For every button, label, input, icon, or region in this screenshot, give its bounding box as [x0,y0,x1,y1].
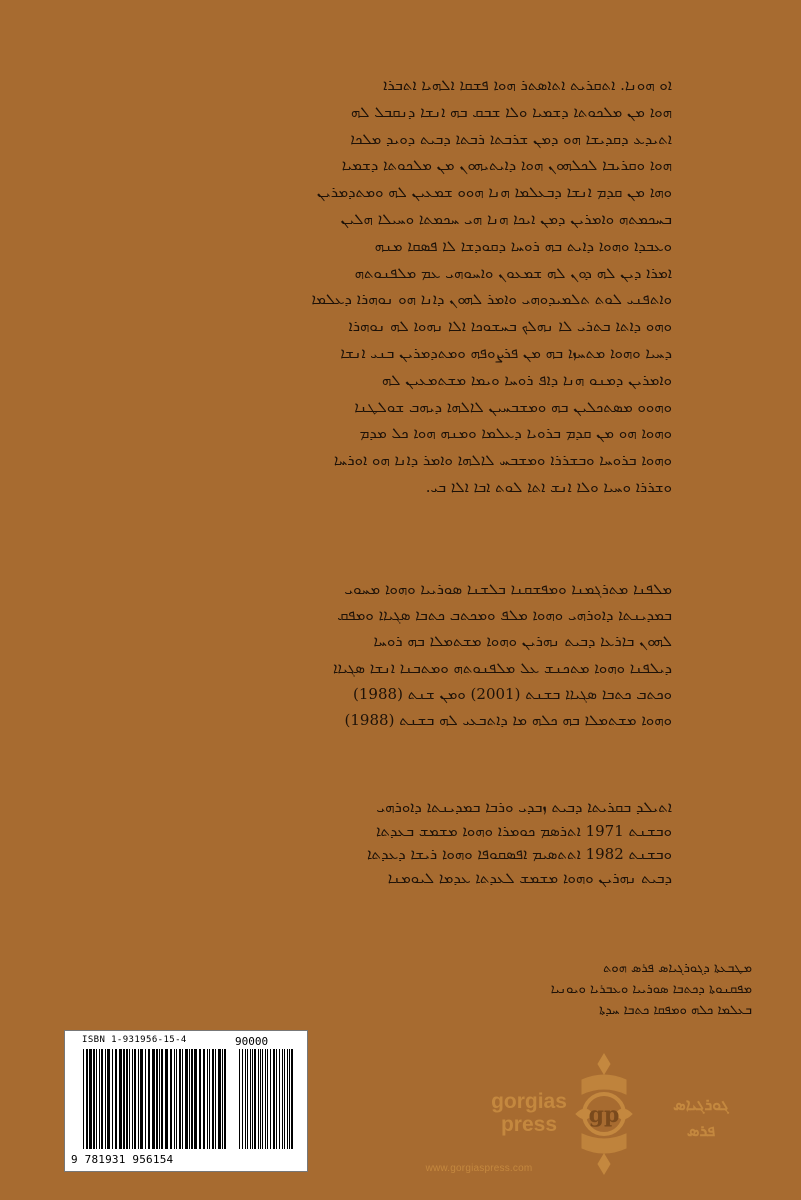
barcode-bar [260,1049,261,1149]
paragraph-2-line: ܘܟܬܒ ܟܬܒܐ ܣܓܝܐܐ ܒܫܢܬ (2001) ܘܡܢ ܫܢܬ (1988) [353,684,672,703]
barcode-bar [270,1049,271,1149]
barcode-bars-icon [81,1049,231,1149]
barcode-bar [185,1049,188,1149]
barcode-bar [245,1049,246,1149]
paragraph-2 [128,576,672,733]
paragraph-1b-line: ܘܫܪܪܐ ܘܚܝܐ ܘܠܐ ܐܢܫ ܐܬܐ ܠܘܬ ܐܒܐ ܐܠܐ ܒܝ. [425,477,672,496]
barcode-bar [161,1049,163,1149]
paragraph-2-line: ܠܗܘܢ ܒܐܪܥܐ ܕܒܝܬ ܢܗܪܝܢ ܘܗܘܐ ܡܫܬܡܠܐ ܒܗ ܪܘܚܐ [373,632,672,651]
publisher-wordmark [484,1090,574,1136]
publisher-syriac-wordmark [646,1092,756,1144]
barcode-bar [152,1049,155,1149]
barcode-bar [242,1049,243,1149]
publisher-syriac-line1: ܓܘܪܓܝܐܣ [673,1095,729,1114]
barcode-bar [209,1049,210,1149]
barcode-bar [132,1049,133,1149]
paragraph-3-line: ܕܒܝܬ ܢܗܪܝܢ ܘܗܘܐ ܡܫܡܫ ܠܥܕܬܐ ܥܕܡܐ ܠܝܘܡܢܐ [387,868,672,887]
barcode-bar [189,1049,190,1149]
barcode-bar [250,1049,251,1149]
barcode-bar [262,1049,263,1149]
barcode-bar [273,1049,275,1149]
barcode-bar [247,1049,248,1149]
paragraph-1-line: ܘܗܐ ܡܢ ܩܕܡ ܐܢܫܐ ܕܒܥܠܡܐ ܗܢܐ ܗܘܘ ܫܡܥܝܢ ܠܗ ܘܡܬܕܡܪܝܢ [316,183,672,202]
paragraph-3 [128,796,672,890]
barcode-bar [96,1049,97,1149]
barcode-bar [291,1049,293,1149]
paragraph-1-line: ܒܚܟܡܬܗ ܘܐܡܪܝܢ ܕܡܢ ܐܝܟܐ ܗܢܐ ܗܝ ܚܟܡܬܐ ܘܚܝܠܐ ܗܠܝܢ [340,209,672,228]
paragraph-1-line: ܐܬܝܕܥ ܕܩܕܝܫܐ ܗܘ ܕܡܢ ܫܪܒܬܐ ܪܒܬܐ ܕܒܝܬ ܕܘܝܕ ܡܠܟܐ [350,129,672,148]
isbn-barcode [64,1030,308,1172]
paragraph-1 [128,72,672,501]
price-code: 90000 [235,1035,269,1048]
publisher-name-line1: gorgias [491,1090,567,1113]
barcode-bar [170,1049,172,1149]
barcode-bar [145,1049,146,1149]
isbn-label: ISBN 1-931956-15-4 [82,1035,187,1045]
barcode-bar [105,1049,106,1149]
barcode-bar [222,1049,223,1149]
paragraph-1-line: ܗܘܐ ܡܢ ܡܠܟܘܬܐ ܕܫܡܝܐ ܘܠܐ ܫܒܩ ܒܗ ܐܢܫܐ ܕܢܩܒܠ ܠܗ [350,102,672,121]
barcode-bar [224,1049,226,1149]
barcode-bar [182,1049,183,1149]
paragraph-1-line: ܗܘܐ ܘܩܪܝܒܐ ܠܟܠܗܘܢ ܗܘܐ ܕܐܝܬܝܗܘܢ ܡܢ ܡܠܟܘܬܐ ܕܫܡܝܐ [341,156,672,175]
barcode-bar [179,1049,181,1149]
barcode-bar [165,1049,168,1149]
barcode-bar [287,1049,288,1149]
barcode-bar [93,1049,95,1149]
barcode-bar [284,1049,285,1149]
barcode-bar [252,1049,253,1149]
barcode-bar [156,1049,158,1149]
barcode-bar [112,1049,113,1149]
barcode-bar [207,1049,208,1149]
barcode-bar [138,1049,139,1149]
barcode-bar [107,1049,110,1149]
barcode-bar [203,1049,205,1149]
paragraph-3-line: ܘܒܫܢܬ 1982 ܐܬܬܣܝܡ ܐܦܣܩܘܦܐ ܘܗܘܐ ܪܝܫܐ ܕܥܕܬܐ [367,845,672,864]
barcode-bar [279,1049,280,1149]
paragraph-1-line: ܘܥܒܕܐ ܘܗܘܐ ܕܐܝܬ ܒܗ ܪܘܚܐ ܕܩܘܕܫܐ ܠܐ ܦܣܩܐ ܡܢܗ [374,236,672,255]
publisher-website: www.gorgiaspress.com [425,1163,533,1174]
publisher-note [376,958,752,1021]
paragraph-1b-line: ܘܗܘܐ ܒܪܘܚܐ ܘܒܫܪܪܐ ܘܡܫܒܚ ܠܐܠܗܐ ܘܐܡܪ ܕܐܢܐ ܗܘ ܐܘܪܚܐ [333,451,672,470]
barcode-bar [159,1049,160,1149]
barcode-bar [148,1049,150,1149]
paragraph-1-line: ܘܗܘ ܕܐܬܐ ܒܬܪܝ ܠܐ ܢܗܠܟ ܒܚܫܘܟܐ ܐܠܐ ܢܗܘܐ ܠܗ ܢܘܗܪܐ [348,317,672,336]
barcode-bar [258,1049,259,1149]
publisher-syriac-line2: ܦܪܣ [686,1121,716,1140]
barcode-bar [194,1049,197,1149]
barcode-addon-icon [237,1049,295,1149]
barcode-bar [212,1049,214,1149]
barcode-bar [129,1049,130,1149]
barcode-bar [83,1049,84,1149]
paragraph-1-line: ܐܡܪܐ ܕܝܢ ܠܗ ܕܘܢ ܠܗ ܫܡܥܘܢ ܘܐܚܘܗܝ ܥܡ ܡܠܦܢܘܬܗ [354,263,672,282]
barcode-bar [123,1049,125,1149]
barcode-bar [126,1049,128,1149]
barcode-bar [176,1049,177,1149]
paragraph-3-line: ܐܬܝܠܕ ܒܩܪܝܬܐ ܕܒܝܬ ܙܒܕܝ ܘܪܒܐ ܒܡܕܝܢܬܐ ܕܐܘܪܗܝ [376,798,672,816]
paragraph-2-line: ܒܡܕܝܢܬܐ ܕܐܘܪܗܝ ܘܗܘܐ ܡܠܦ ܘܡܟܬܒ ܟܬܒܐ ܣܓܝܐܐ ܘܡܦܩ [337,606,672,625]
paragraph-2-line: ܘܗܘܐ ܡܫܬܡܠܐ ܒܗ ܟܠܗ ܡܐ ܕܐܬܒܥܝ ܠܗ ܒܫܢܬ (1988) [344,711,672,730]
barcode-bar [254,1049,256,1149]
barcode-bar [89,1049,92,1149]
publisher-note-line: ܡܛܒܥܬܐ ܕܓܘܪܓܝܐܣ ܦܪܣ ܗܘܬ [603,961,752,976]
barcode-bar [265,1049,266,1149]
publisher-note-line: ܡܦܩܢܘܬܐ ܕܟܬܒܐ ܣܘܪܝܝܐ ܘܥܒܪܝܐ ܘܝܘܢܝܐ [550,982,752,997]
paragraph-2-line: ܕܝܠܦܢܐ ܘܗܘܐ ܡܬܟܢܫ ܥܠ ܡܠܦܢܘܬܗ ܘܡܬܒܢܐ ܐܢܫܐ ܣܓܝܐܐ [333,658,672,677]
barcode-bar [276,1049,277,1149]
svg-text:gp: gp [588,1102,620,1128]
paragraph-1-line: ܕܚܝܐ ܘܗܘܐ ܡܬܚܙܐ ܒܗ ܡܢ ܦܪܨܘܦܗ ܘܡܬܕܡܪܝܢ ܒܢܝ ܐܢܫܐ [340,343,672,362]
publisher-name-line2: press [500,1113,558,1136]
barcode-bar [239,1049,240,1149]
barcode-bar [174,1049,175,1149]
barcode-bar [86,1049,88,1149]
barcode-bar [215,1049,216,1149]
paragraph-1-line: ܘܐܬܦܢܝ ܠܘܬ ܬܠܡܝܕܘܗܝ ܘܐܡܪ ܠܗܘܢ ܕܐܢܐ ܗܘ ܢܘܗܪܐ ܕܥܠܡܐ [311,290,672,309]
barcode-bar [289,1049,290,1149]
paragraph-1-line: ܘܗܘܘ ܡܣܬܟܠܝܢ ܒܗ ܘܡܫܒܚܝܢ ܠܐܠܗܐ ܕܝܗܒ ܫܘܠܛܢܐ [354,397,672,416]
barcode-bar [99,1049,100,1149]
barcode-bar [134,1049,136,1149]
publisher-logo-icon [572,1050,636,1178]
paragraph-1-line: ܘܐܡܪܝܢ ܕܡܢܘ ܗܢܐ ܕܐܦ ܪܘܚܐ ܘܝܡܐ ܡܫܬܡܥܝܢ ܠܗ [381,370,672,389]
paragraph-1-line: ܐܘ ܗܘܢܐ. ܐܬܩܪܝܬ ܐܬܐܣܬܪ ܗܘܐ ܦܫܩܐ ܐܠܗܝܐ ܐܬܒܪܐ [383,76,672,94]
barcode-bar [115,1049,117,1149]
barcode-bar [140,1049,143,1149]
barcode-bar [199,1049,201,1149]
publisher-note-line: ܒܥܠܡܐ ܟܠܗ ܘܡܦܩܐ ܟܬܒܐ ܚܕܬܐ [599,1003,752,1018]
paragraph-1b-line: ܘܗܘܐ ܗܘ ܡܢ ܩܕܡ ܒܪܘܝܐ ܕܥܠܡܐ ܘܡܢܗ ܗܘܐ ܟܠ ܡܕܡ [359,424,672,443]
barcode-bar [119,1049,122,1149]
barcode-bar [218,1049,221,1149]
paragraph-2-line: ܡܠܦܢܐ ܡܬܪܓܡܢܐ ܘܡܦܫܩܢܐ ܒܠܫܢܐ ܣܘܪܝܝܐ ܘܗܘܐ ܡܚܘܝ [344,580,672,598]
paragraph-3-line: ܘܒܫܢܬ 1971 ܐܬܪܣܡ ܟܘܡܪܐ ܘܗܘܐ ܡܫܡܫ ܒܥܕܬܐ [375,821,672,840]
barcode-bar [267,1049,268,1149]
barcode-bar [101,1049,103,1149]
barcode-bar [191,1049,193,1149]
barcode-digits: 9 781931 956154 [71,1153,174,1166]
barcode-bar [282,1049,283,1149]
